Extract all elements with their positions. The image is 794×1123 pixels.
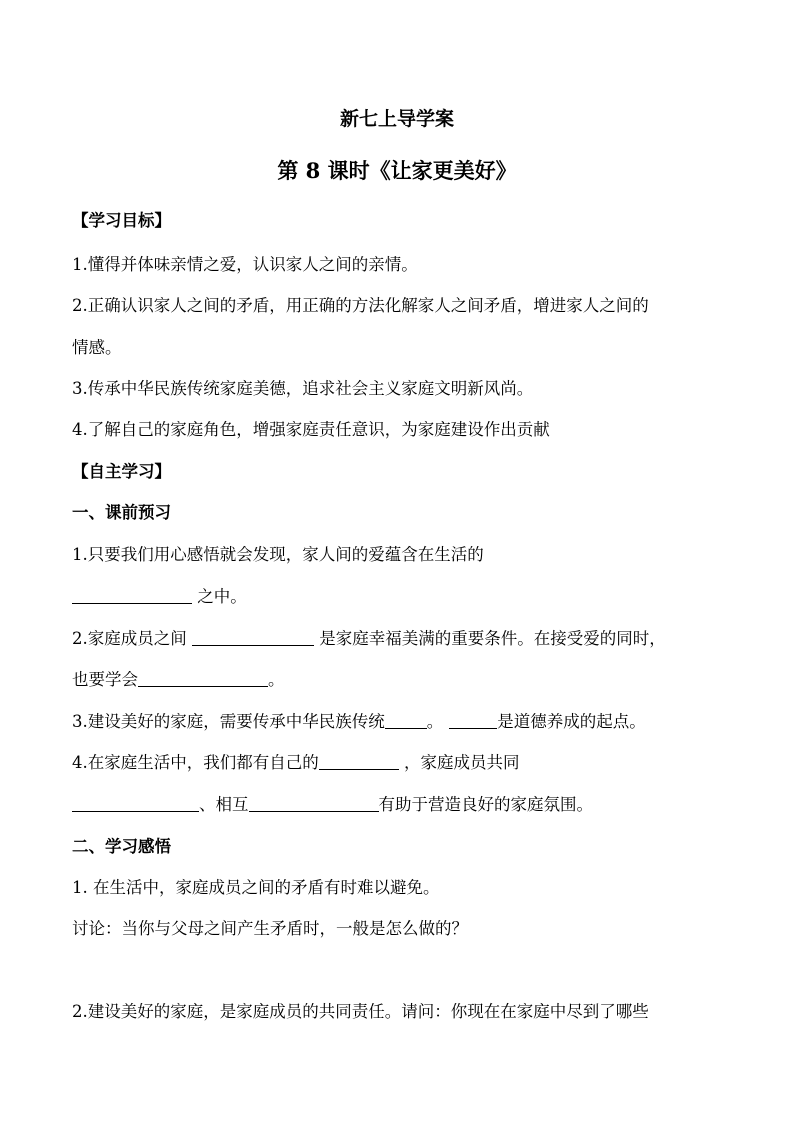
- fill-blank[interactable]: [192, 627, 314, 646]
- fill-blank[interactable]: [249, 793, 379, 812]
- document-title: 新七上导学案: [339, 108, 454, 130]
- reflection-question-1: 1. 在生活中，家庭成员之间的矛盾有时难以避免。: [72, 878, 440, 897]
- question-2: 2.家庭成员之间 是家庭幸福美满的重要条件。在接受爱的同时，: [72, 629, 666, 648]
- lesson-title: 第 8 课时《让家更美好》: [277, 158, 517, 183]
- question-4: 4.在家庭生活中，我们都有自己的 ，家庭成员共同: [72, 753, 520, 772]
- question-1-continued: 之中。: [72, 585, 732, 609]
- reflection-question-2: 2.建设美好的家庭，是家庭成员的共同责任。请问：你现在在家庭中尽到了哪些: [72, 1002, 649, 1021]
- fill-blank[interactable]: [449, 710, 497, 729]
- objective-item-continued: 情感。: [72, 338, 122, 357]
- section-heading-reflection: 二、学习感悟: [72, 837, 171, 856]
- fill-blank[interactable]: [72, 585, 192, 604]
- question-2-continued: 也要学会 。: [72, 670, 285, 689]
- objective-item: 2.正确认识家人之间的矛盾，用正确的方法化解家人之间矛盾，增进家人之间的: [72, 296, 649, 315]
- fill-blank[interactable]: [138, 668, 268, 687]
- objectives-heading: 【学习目标】: [72, 211, 171, 230]
- fill-blank[interactable]: [72, 793, 199, 812]
- self-study-heading: 【自主学习】: [72, 462, 171, 481]
- question-3: 3.建设美好的家庭，需要传承中华民族传统 。 是道德养成的起点。: [72, 712, 646, 731]
- objective-item: 4.了解自己的家庭角色，增强家庭责任意识，为家庭建设作出贡献: [72, 420, 550, 439]
- discussion-prompt: 讨论：当你与父母之间产生矛盾时，一般是怎么做的？: [72, 919, 468, 938]
- objective-item: 1.懂得并体味亲情之爱，认识家人之间的亲情。: [72, 255, 418, 274]
- objective-item: 3.传承中华民族传统家庭美德，追求社会主义家庭文明新风尚。: [72, 379, 534, 398]
- fill-blank[interactable]: [385, 710, 427, 729]
- fill-blank[interactable]: [319, 751, 399, 770]
- section-heading-preview: 一、课前预习: [72, 503, 171, 522]
- question-1: 1.只要我们用心感悟就会发现，家人间的爱蕴含在生活的: [72, 545, 484, 564]
- question-4-continued: 、相互 有助于营造良好的家庭氛围。: [72, 793, 732, 817]
